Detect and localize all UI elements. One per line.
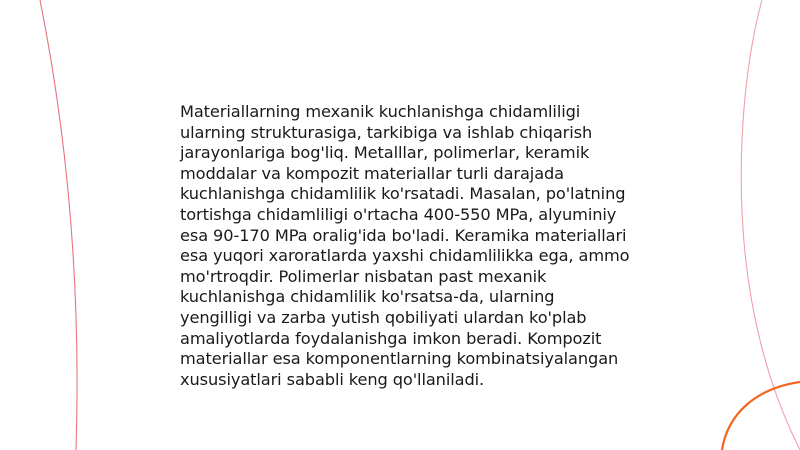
orange-arc-line: [722, 382, 800, 450]
body-paragraph: Materiallarning mexanik kuchlanishga chidamliligi ularning strukturasiga, tarkibiga va ishlab chiqarish jarayonlariga bog'liq. Metalllar, polimerlar, keramik moddalar va kompozit materiallar turli darajada kuchlanishga chidamlilik ko'rsatadi. Masalan, po'latning tortishga chidamliligi o'rtacha 400-550 MPa, alyuminiy esa 90-170 MPa oralig'ida bo'ladi. Keramika materiallari esa yuqori xaroratlarda yaxshi chidamlilikka ega, ammo mo'rtroqdir. Polimerlar nisbatan past mexanik kuchlanishga chidamlilik ko'rsatsa-da, ularning yengilligi va zarba yutish qobiliyati ulardan ko'plab amaliyotlarda foydalanishga imkon beradi. Kompozit materiallar esa komponentlarning kombinatsiyalangan xususiyatlari sababli keng qo'llaniladi.: [180, 102, 630, 389]
left-arc-line: [40, 0, 77, 450]
